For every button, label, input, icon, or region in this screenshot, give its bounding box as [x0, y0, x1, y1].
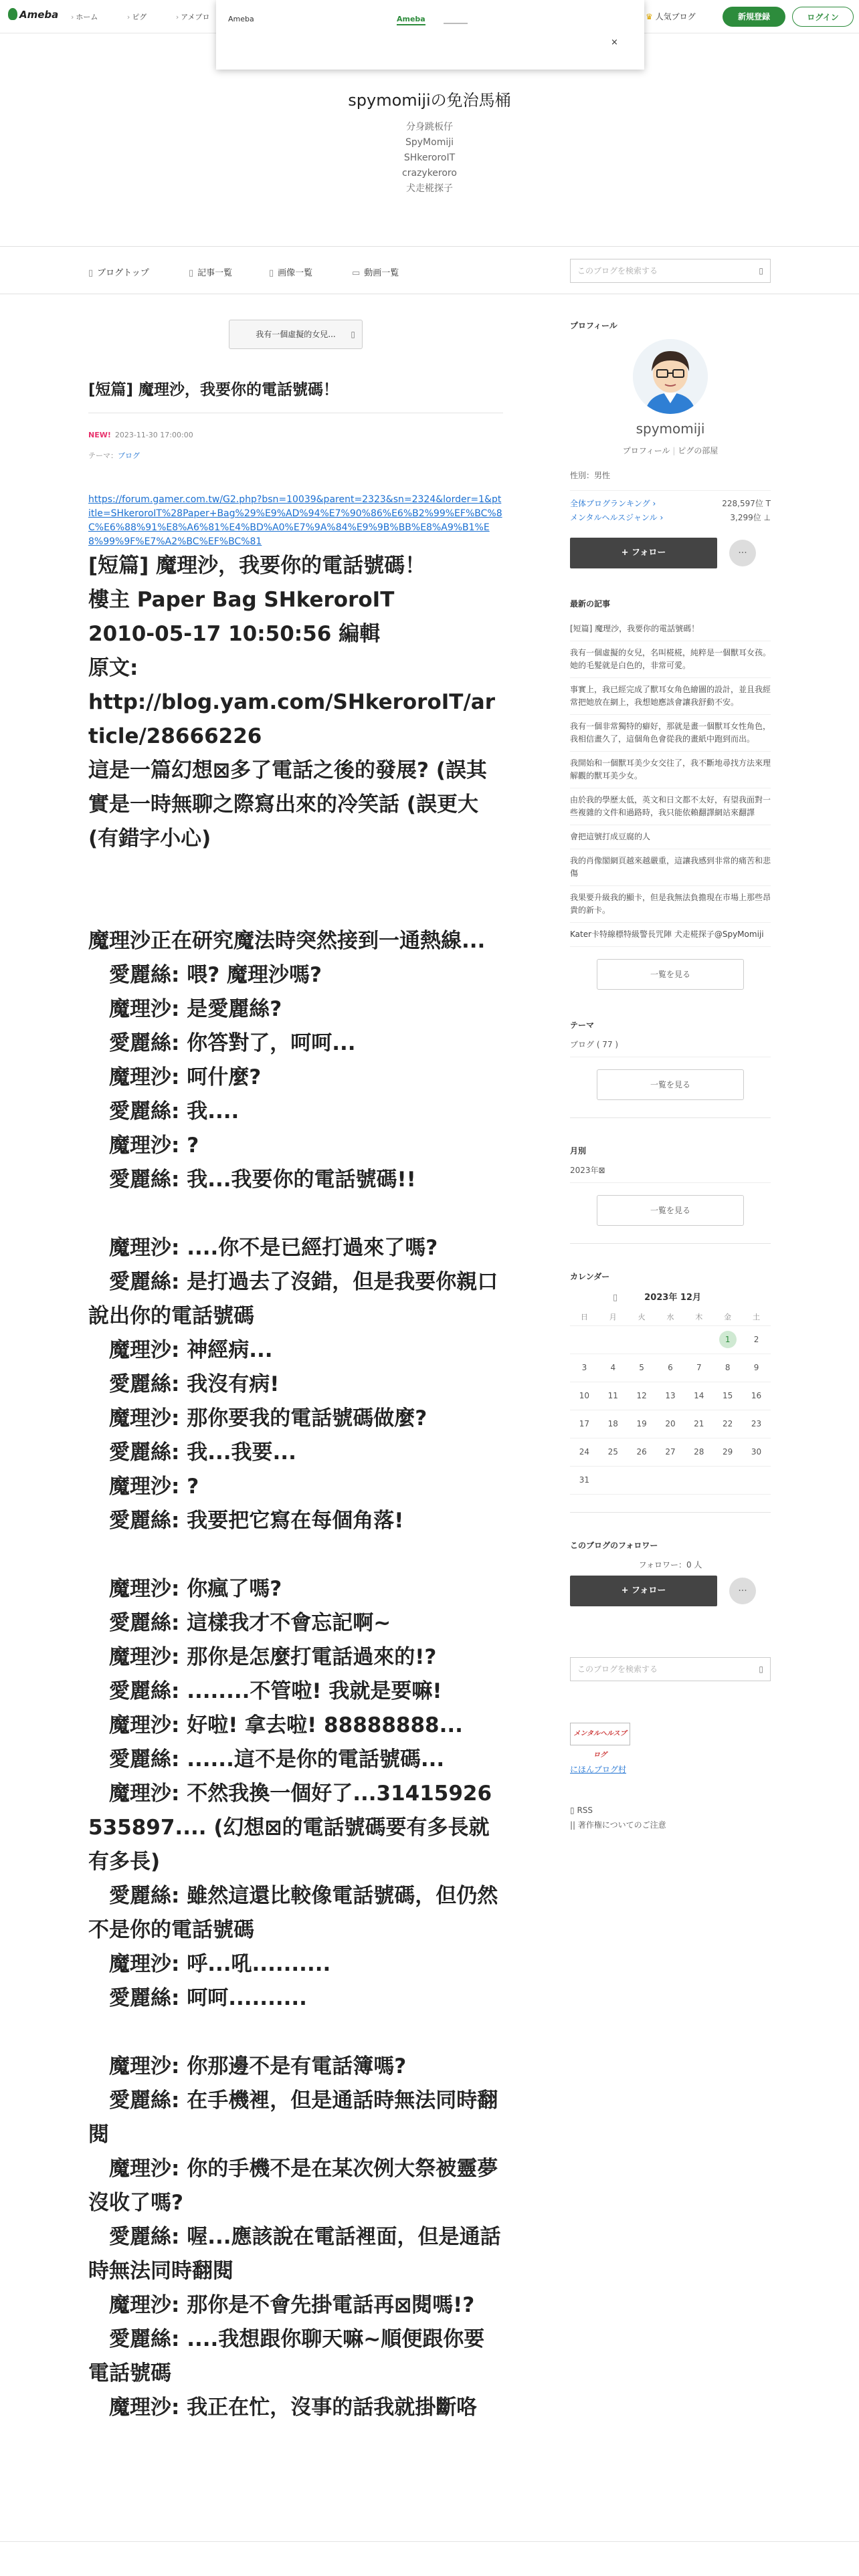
nav-home[interactable] [71, 13, 111, 21]
calendar-day-number: 5 [639, 1363, 644, 1372]
popular-blog-link[interactable] [646, 7, 696, 27]
nav-ameblo-label: アメブロ [181, 13, 210, 21]
calendar-day[interactable] [713, 1438, 742, 1466]
search-icon[interactable]: ▯ [759, 266, 763, 276]
more-icon[interactable]: ··· [729, 540, 756, 566]
profile-link[interactable]: プロフィール [622, 446, 670, 455]
blog-description [0, 120, 859, 197]
calendar-weekday: 水 [656, 1308, 685, 1325]
calendar-day[interactable] [713, 1382, 742, 1410]
article-paragraph [88, 1538, 503, 1572]
article-paragraph: 原文: [88, 656, 138, 680]
article-paragraph: http://blog.yam.com/SHkeroroIT/article/28666226 [88, 690, 495, 748]
calendar-weekday: 日 [570, 1308, 599, 1325]
rss-label: RSS [577, 1805, 593, 1815]
nav-articles-label: 記事一覧 [197, 268, 233, 278]
followers-heading: このブログのフォロワー [570, 1540, 658, 1550]
calendar-day[interactable] [713, 1354, 742, 1382]
article-paragraph: 愛麗絲: 是打過去了沒錯，但是我要你親口說出你的電話號碼 [88, 1270, 498, 1328]
calendar-day[interactable] [656, 1382, 685, 1410]
recent-article-link[interactable]: 我果要升級我的顯卡，但是我無法負擔現在市場上那些昂貴的新卡。 [570, 886, 771, 923]
theme-item[interactable]: ブログ ( 77 ) [570, 1039, 771, 1057]
blog-header [0, 80, 859, 197]
article-paragraph: 魔理沙: ? [109, 1134, 199, 1158]
ranking-badge[interactable]: メンタルヘルスブログ [570, 1723, 630, 1745]
calendar-day [628, 1466, 656, 1494]
nav-blog-top[interactable] [88, 265, 149, 278]
copyright-label: 著作権についてのご注意 [577, 1820, 666, 1830]
calendar-day[interactable] [628, 1438, 656, 1466]
calendar-weekdays [570, 1308, 771, 1325]
blog-description-line: 犬走椛探子 [406, 183, 453, 194]
article-paragraph: (有錯字小心) [88, 827, 211, 851]
calendar-week [570, 1325, 771, 1354]
calendar-day-number: 29 [723, 1447, 733, 1457]
recent-article-link[interactable]: 會把這號打成豆腐的人 [570, 825, 771, 849]
video-icon: ▭ [352, 268, 361, 278]
popup-tab-placeholder [444, 15, 468, 24]
article-paragraph: 魔理沙: 是愛麗絲? [109, 997, 282, 1021]
calendar-week [570, 1410, 771, 1438]
image-icon: ▯ [269, 268, 274, 278]
ranking-genre-label: メンタルヘルスジャンル [570, 513, 658, 522]
calendar-day-number: 28 [694, 1447, 704, 1457]
sidebar-search-placeholder: このブログを検索する [577, 1664, 658, 1674]
recent-article-link[interactable]: 我的肖像閣網頁越來越嚴重，這讓我感到非常的痛苦和悲傷 [570, 849, 771, 886]
calendar-day-number: 23 [751, 1419, 762, 1428]
main-content [88, 320, 503, 2425]
follow-row-2 [570, 1576, 771, 1606]
calendar-table [570, 1308, 771, 1495]
calendar-day-number: 27 [665, 1447, 676, 1457]
calendar-day[interactable] [628, 1410, 656, 1438]
nav-articles[interactable] [189, 265, 232, 278]
article-paragraph: 愛麗絲: 我...我要... [109, 1440, 296, 1465]
new-badge: NEW! [88, 431, 111, 439]
monthly-section [570, 1145, 771, 1244]
nihon-blog-link[interactable]: にほんブログ村 [570, 1764, 627, 1774]
divider: | [672, 446, 676, 455]
article-paragraph [88, 890, 503, 924]
pigg-room-link[interactable]: ピグの部屋 [678, 446, 719, 455]
footer-links [570, 1806, 771, 1830]
article-paragraph: 魔理沙: ? [109, 1475, 199, 1499]
theme-label: テーマ： [88, 451, 118, 460]
calendar-month: 2023年 12月 [644, 1293, 701, 1303]
calendar-day [628, 1325, 656, 1354]
blog-description-line: 分身跳板仔 [406, 122, 453, 132]
article-paragraph: 愛麗絲: 我...我要你的電話號碼!! [109, 1168, 416, 1192]
calendar-weekday: 火 [628, 1308, 656, 1325]
theme-section [570, 1019, 771, 1118]
ranking-overall-label: 全体ブログランキング [570, 499, 650, 508]
calendar-week [570, 1466, 771, 1494]
article-paragraph: 魔理沙: 那你是不會先掛電話再⊠閱嗎!? [109, 2293, 475, 2317]
see-all-monthly-button[interactable]: 一覧を見る [597, 1195, 744, 1226]
article-paragraph: 愛麗絲: 在手機裡，但是通話時無法同時翻閱 [88, 2088, 498, 2147]
page-bottom-divider [0, 2541, 859, 2542]
calendar-day-number: 9 [753, 1363, 759, 1372]
avatar-image [633, 339, 708, 414]
calendar-section [570, 1271, 771, 1513]
calendar-day-number: 22 [723, 1419, 733, 1428]
article-theme [88, 450, 503, 461]
calendar-day-number: 10 [579, 1391, 590, 1400]
calendar-day-number: 3 [581, 1363, 587, 1372]
article-paragraph: 魔理沙: 呵什麼? [109, 1065, 262, 1089]
recent-heading: 最新の記事 [570, 599, 611, 609]
recent-list [570, 617, 771, 947]
calendar-week [570, 1382, 771, 1410]
popular-blog-label: 人気ブログ [655, 12, 696, 21]
ranking-overall-value: 228,597位 T [722, 499, 771, 508]
calendar-day-number: 21 [694, 1419, 704, 1428]
article-paragraph: 魔理沙: 那你是怎麼打電話過來的!? [109, 1645, 437, 1669]
calendar-day [684, 1466, 713, 1494]
article-paragraph: 魔理沙: 好啦! 拿去啦! 88888888... [109, 1713, 463, 1737]
article-date: 2023-11-30 17:00:00 [114, 431, 193, 439]
calendar-header [570, 1290, 771, 1303]
article-paragraph [88, 1197, 503, 1231]
related-article-button[interactable] [229, 320, 363, 349]
ameba-logo[interactable] [8, 8, 58, 21]
more-icon[interactable]: ··· [729, 1578, 756, 1604]
login-button[interactable]: ログイン [792, 7, 854, 27]
calendar-day-number: 19 [636, 1419, 647, 1428]
calendar-day-number: 12 [636, 1391, 647, 1400]
profile-gender: 性別：男性 [570, 469, 771, 491]
nav-videos-label: 動画一覧 [364, 268, 399, 278]
ranking-widget [570, 1723, 771, 1775]
calendar-weekday: 月 [599, 1308, 628, 1325]
article-title: [短篇] 魔理沙，我要你的電話號碼！ [88, 377, 503, 413]
calendar-day[interactable] [684, 1438, 713, 1466]
calendar-day-number: 14 [694, 1391, 704, 1400]
article-paragraph: 魔理沙正在研究魔法時突然接到一通熱線... [88, 929, 486, 953]
blog-description-line: SHkeroroIT [403, 152, 456, 163]
calendar-day[interactable] [742, 1438, 771, 1466]
article-paragraph: 愛麗絲: 我要把它寫在每個角落! [109, 1509, 404, 1533]
rss-link[interactable] [570, 1806, 771, 1815]
article-paragraph: 愛麗絲: ......這不是你的電話號碼... [109, 1747, 445, 1772]
see-all-theme-button[interactable]: 一覧を見る [597, 1069, 744, 1100]
recent-article-link[interactable]: Kater卡特線標特級警長咒陣 犬走椛探子@SpyMomiji [570, 923, 771, 947]
arrow-icon: ▯ [351, 330, 355, 339]
ameba-logo-icon [8, 8, 17, 20]
ranking-genre [570, 512, 771, 523]
ranking-overall [570, 498, 771, 509]
calendar-day-number: 4 [610, 1363, 616, 1372]
calendar-day[interactable] [713, 1325, 742, 1354]
blog-search-input[interactable] [570, 259, 771, 283]
calendar-day [599, 1466, 628, 1494]
calendar-day[interactable] [599, 1382, 628, 1410]
theme-heading: テーマ [570, 1021, 595, 1030]
calendar-day [684, 1325, 713, 1354]
theme-link[interactable]: ブログ [118, 451, 140, 460]
article-paragraph: 魔理沙: 你那邊不是有電話簿嗎? [109, 2054, 407, 2078]
recent-article-link[interactable]: [短篇] 魔理沙，我要你的電話號碼！ [570, 617, 771, 641]
article-paragraph: 愛麗絲: 你答對了，呵呵... [109, 1031, 356, 1055]
calendar-day[interactable] [628, 1354, 656, 1382]
calendar-day-number: 11 [607, 1391, 618, 1400]
nav-videos[interactable] [352, 265, 399, 278]
article-paragraph: 愛麗絲: 這樣我才不會忘記啊~ [109, 1611, 391, 1635]
calendar-day[interactable] [599, 1354, 628, 1382]
article-paragraph [88, 856, 503, 890]
calendar-heading: カレンダー [570, 1272, 610, 1281]
register-button[interactable]: 新規登録 [723, 7, 785, 27]
ranking-genre-link[interactable]: メンタルヘルスジャンル › [570, 513, 664, 522]
calendar-day-number: 18 [607, 1419, 618, 1428]
copyright-link[interactable] [570, 1819, 771, 1830]
calendar-week [570, 1438, 771, 1466]
calendar-day-number: 8 [725, 1363, 731, 1372]
article-body [88, 549, 503, 2425]
monthly-heading: 月別 [570, 1146, 587, 1156]
calendar-day-number: 13 [665, 1391, 676, 1400]
calendar-weekday: 土 [742, 1308, 771, 1325]
blog-description-line: SpyMomiji [405, 137, 454, 148]
recent-article-link[interactable]: 我有一個虛擬的女兒，名叫椛椛，純粹是一個獸耳女孩。她的毛髮就是白色的，非常可愛。 [570, 641, 771, 678]
recent-article-link[interactable]: 由於我的學歷太低，英文和日文都不太好，有望我面對一些複雜的文件和過路時，我只能依賴翻譯網站來翻譯 [570, 788, 771, 825]
popup-tab[interactable]: Ameba [397, 15, 425, 25]
calendar-day[interactable] [570, 1438, 599, 1466]
article-paragraph: 愛麗絲: ....我想跟你聊天嘛~順便跟你要電話號碼 [88, 2327, 485, 2385]
calendar-day[interactable] [742, 1354, 771, 1382]
sidebar [570, 320, 771, 1830]
blog-description-line: crazykeroro [402, 168, 457, 179]
monthly-item[interactable]: 2023年⊠ [570, 1164, 771, 1183]
calendar-day[interactable] [570, 1354, 599, 1382]
calendar-weekday: 金 [713, 1308, 742, 1325]
calendar-day[interactable] [599, 1410, 628, 1438]
calendar-day [742, 1466, 771, 1494]
calendar-day[interactable] [570, 1410, 599, 1438]
calendar-day [656, 1325, 685, 1354]
prev-month-icon[interactable]: ▯ [613, 1293, 618, 1303]
calendar-day[interactable] [570, 1466, 599, 1494]
calendar-day-number: 6 [668, 1363, 673, 1372]
close-icon[interactable]: × [611, 37, 618, 47]
profile-links [570, 445, 771, 456]
calendar-day-number: 30 [751, 1447, 762, 1457]
calendar-day-number: 7 [696, 1363, 702, 1372]
calendar-day[interactable] [628, 1382, 656, 1410]
article-paragraph: 魔理沙: 神經病... [109, 1338, 273, 1362]
calendar-day-number: 16 [751, 1391, 762, 1400]
article-paragraph [88, 2016, 503, 2050]
related-article-label: 我有一個虛擬的女兒... [256, 330, 336, 339]
article-meta [88, 431, 503, 439]
chevron-right-icon: › [71, 13, 74, 21]
calendar-day[interactable] [656, 1410, 685, 1438]
recent-article-link[interactable]: 事實上，我已經完成了獸耳女角色繪圖的設計，並且我經常把她放在網上，我想她應該會讓我舒動不安。 [570, 678, 771, 715]
calendar-day[interactable] [684, 1382, 713, 1410]
article-paragraph: 樓主 Paper Bag SHkeroroIT [88, 588, 395, 612]
article-paragraph: 愛麗絲: 喔...應該說在電話裡面，但是通話時無法同時翻閱 [88, 2225, 501, 2283]
logo-text: Ameba [19, 9, 59, 21]
followers-section [570, 1539, 771, 1606]
crown-icon: ♛ [646, 12, 653, 21]
document-icon: ▯ [88, 268, 94, 278]
article-paragraph: [短篇] 魔理沙，我要你的電話號碼！ [88, 554, 426, 578]
calendar-day[interactable] [599, 1438, 628, 1466]
ranking-overall-link[interactable]: 全体ブログランキング › [570, 499, 656, 508]
calendar-day-number: 1 [719, 1331, 737, 1348]
calendar-day [570, 1325, 599, 1354]
calendar-day[interactable] [684, 1354, 713, 1382]
article-paragraph: 這是一篇幻想⊠多了電話之後的發展? (誤其實是一時無聊之際寫出來的冷笑話 (誤更大 [88, 758, 487, 817]
list-icon: ▯ [189, 268, 194, 278]
calendar-day-number: 24 [579, 1447, 590, 1457]
article-paragraph: 魔理沙: 我正在忙，沒事的話我就掛斷咯 [109, 2395, 478, 2420]
article-paragraph: 愛麗絲: 我.... [109, 1099, 240, 1123]
calendar-day [656, 1466, 685, 1494]
article-paragraph: 魔理沙: 呼...吼.......... [109, 1952, 331, 1976]
follow-button-2[interactable]: + フォロー [570, 1576, 717, 1606]
calendar-day-number: 26 [636, 1447, 647, 1457]
sidebar-search-input[interactable] [570, 1657, 771, 1681]
article-paragraph: 魔理沙: 那你要我的電話號碼做麼? [109, 1406, 427, 1430]
rss-icon: ▯ [570, 1805, 575, 1815]
blog-nav [0, 246, 859, 294]
article-paragraph: 魔理沙: 不然我換一個好了...31415926535897.... (幻想⊠的電話號碼要有多長就有多長) [88, 1782, 492, 1874]
calendar-day[interactable] [742, 1410, 771, 1438]
calendar-day[interactable] [713, 1410, 742, 1438]
top-nav [71, 11, 237, 22]
search-icon[interactable]: ▯ [759, 1664, 763, 1674]
article-paragraph: 魔理沙: 你瘋了嗎? [109, 1577, 282, 1601]
calendar-day [599, 1325, 628, 1354]
recent-article-link[interactable]: 我有一個非常獨特的癖好，那就是畫一個獸耳女性角色，我相信畫久了，這個角色會從我的畫紙中跑到而出。 [570, 715, 771, 752]
profile-name[interactable]: spymomiji [636, 421, 705, 437]
nav-home-label: ホーム [76, 13, 98, 21]
chevron-right-icon: › [126, 13, 130, 21]
search-placeholder: このブログを検索する [577, 266, 658, 276]
nav-pigg[interactable] [127, 13, 160, 21]
follow-row [570, 538, 771, 568]
calendar-day[interactable] [742, 1382, 771, 1410]
calendar-day-number: 25 [607, 1447, 618, 1457]
ranking-genre-value: 3,299位 ⊥ [730, 513, 771, 522]
blog-title[interactable]: spymomijiの免治馬桶 [348, 91, 511, 110]
calendar-day-number: 31 [579, 1475, 590, 1485]
calendar-day[interactable] [742, 1325, 771, 1354]
nav-pigg-label: ピグ [132, 13, 147, 21]
article-source-link[interactable]: https://forum.gamer.com.tw/G2.php?bsn=10039&parent=2323&sn=2324&lorder=1&ptitle=SHkeroroIT%28Paper+Bag%29%E9%AD%94%E7%90%86%E6%B2%99%EF%BC%8C%E6%88%91%E8%A6%81%E4%BD%A0%E7%9A%84%E9%9B%BB%E8%A9%B1%E8%99%9F%E7%A2%BC%EF%BC%81 [88, 494, 502, 547]
article-paragraph: 愛麗絲: ........不管啦! 我就是要嘛! [109, 1679, 442, 1703]
article-paragraph: 愛麗絲: 呵呵.......... [109, 1986, 307, 2010]
recent-articles [570, 598, 771, 990]
profile-heading: プロフィール [570, 321, 617, 330]
calendar-day-number: 17 [579, 1419, 590, 1428]
calendar-day[interactable] [684, 1410, 713, 1438]
calendar-day[interactable] [656, 1438, 685, 1466]
calendar-day[interactable] [570, 1382, 599, 1410]
calendar-day-number: 2 [753, 1335, 759, 1344]
recent-article-link[interactable]: 我開始和一個獸耳美少女交往了，我不斷地尋找方法來理解觀的獸耳美少女。 [570, 752, 771, 788]
calendar-weekday: 木 [684, 1308, 713, 1325]
calendar-day-number: 15 [723, 1391, 733, 1400]
copyright-icon: || [570, 1820, 576, 1830]
chevron-right-icon: › [175, 13, 179, 21]
article-paragraph: 愛麗絲: 雖然這還比較像電話號碼，但仍然不是你的電話號碼 [88, 1884, 498, 1942]
calendar-day-number: 20 [665, 1419, 676, 1428]
article-paragraph: 愛麗絲: 喂? 魔理沙嗎? [109, 963, 322, 987]
article-paragraph: 魔理沙: 你的手機不是在某次例大祭被靈夢沒收了嗎? [88, 2157, 498, 2215]
calendar-day[interactable] [656, 1354, 685, 1382]
avatar[interactable] [633, 339, 708, 414]
follow-button[interactable]: + フォロー [570, 538, 717, 568]
ad-popup [216, 0, 644, 70]
nav-blog-top-label: ブログトップ [97, 268, 149, 278]
article-paragraph: 魔理沙: ....你不是已經打過來了嗎? [109, 1236, 438, 1260]
calendar-week [570, 1354, 771, 1382]
nav-images[interactable] [269, 265, 312, 278]
nav-images-label: 画像一覧 [278, 268, 313, 278]
article-paragraph: 愛麗絲: 我沒有病! [109, 1372, 280, 1396]
article-paragraph: 2010-05-17 10:50:56 編輯 [88, 622, 381, 646]
see-all-recent-button[interactable]: 一覧を見る [597, 959, 744, 990]
popup-text: Ameba [228, 15, 254, 23]
followers-count: フォロワー：0 人 [638, 1560, 702, 1570]
calendar-day [713, 1466, 742, 1494]
